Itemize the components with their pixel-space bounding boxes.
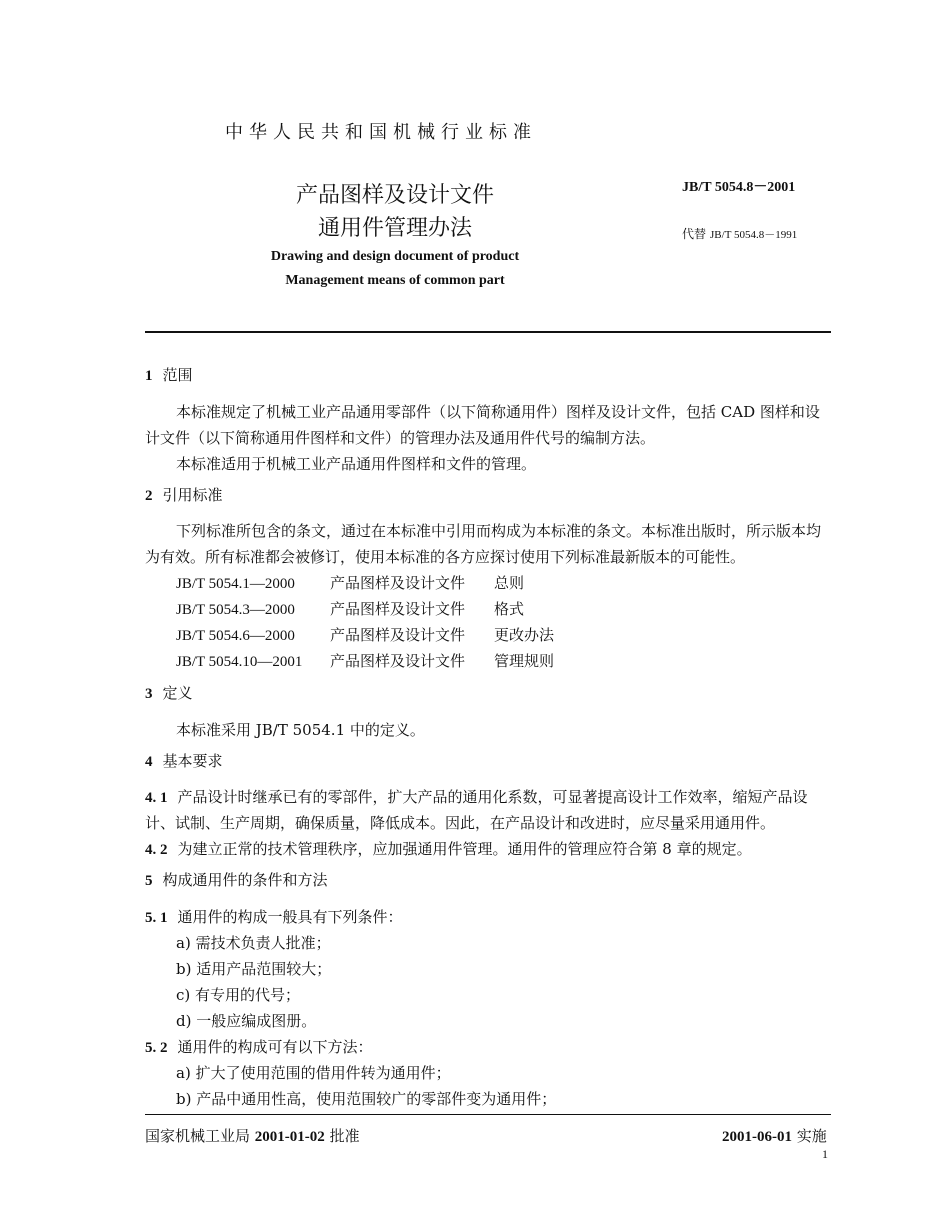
clause-5-1: 5. 1 通用件的构成一般具有下列条件： xyxy=(145,908,403,926)
document-title-en-line1: Drawing and design document of product xyxy=(270,249,520,264)
clause-5-2: 5. 2 通用件的构成可有以下方法： xyxy=(145,1038,373,1056)
paragraph: 计、试制、生产周期，确保质量，降低成本。因此，在产品设计和改进时，应尽量采用通用件。 xyxy=(145,814,776,832)
paragraph: 计文件（以下简称通用件图样和文件）的管理办法及通用件代号的编制方法。 xyxy=(145,429,656,447)
paragraph: 为有效。所有标准都会被修订，使用本标准的各方应探讨使用下列标准最新版本的可能性。 xyxy=(145,548,746,566)
footer-divider xyxy=(145,1114,831,1115)
standard-code: JB/T 5054.8－2001 xyxy=(682,180,796,195)
document-title-cn-line2: 通用件管理办法 xyxy=(317,216,472,241)
reference-row: JB/T 5054.1—2000 产品图样及设计文件 总则 xyxy=(176,574,525,592)
list-item: b) 产品中通用性高，使用范围较广的零部件变为通用件； xyxy=(176,1090,557,1108)
standard-category-title: 中华人民共和国机械行业标准 xyxy=(225,122,537,143)
paragraph: 本标准适用于机械工业产品通用件图样和文件的管理。 xyxy=(176,455,537,473)
approval-info: 国家机械工业局 2001-01-02 批准 xyxy=(145,1127,360,1145)
section-heading-5: 5 构成通用件的条件和方法 xyxy=(145,871,328,889)
effective-info: 2001-06-01 实施 xyxy=(722,1127,827,1145)
header-divider xyxy=(145,331,831,333)
reference-row: JB/T 5054.6—2000 产品图样及设计文件 更改办法 xyxy=(176,626,555,644)
section-heading-4: 4 基本要求 xyxy=(145,752,223,770)
paragraph: 下列标准所包含的条文，通过在本标准中引用而构成为本标准的条文。本标准出版时，所示版本均 xyxy=(176,522,822,540)
list-item: a) 需技术负责人批准； xyxy=(176,934,331,952)
document-title-en-line2: Management means of common part xyxy=(285,273,505,288)
reference-row: JB/T 5054.10—2001 产品图样及设计文件 管理规则 xyxy=(176,652,555,670)
paragraph: 本标准规定了机械工业产品通用零部件（以下简称通用件）图样及设计文件，包括 CAD 图样和设 xyxy=(176,403,820,421)
replaces-label: 代替 xyxy=(682,227,707,241)
page-number: 1 xyxy=(822,1147,828,1161)
document-title-cn-line1: 产品图样及设计文件 xyxy=(295,183,494,208)
list-item: c) 有专用的代号； xyxy=(176,986,301,1004)
list-item: b) 适用产品范围较大； xyxy=(176,960,332,978)
clause-4-2: 4. 2 为建立正常的技术管理秩序，应加强通用件管理。通用件的管理应符合第 8 章的规定。 xyxy=(145,840,752,858)
list-item: d) 一般应编成图册。 xyxy=(176,1012,317,1030)
replaces-note xyxy=(682,225,797,242)
clause-4-1: 4. 1 产品设计时继承已有的零部件，扩大产品的通用化系数，可显著提高设计工作效率，缩短产品设 xyxy=(145,788,808,806)
reference-row: JB/T 5054.3—2000 产品图样及设计文件 格式 xyxy=(176,600,525,618)
paragraph: 本标准采用 JB/T 5054.1 中的定义。 xyxy=(176,721,425,739)
replaces-code: JB/T 5054.8－1991 xyxy=(710,229,798,241)
section-heading-3: 3 定义 xyxy=(145,684,193,702)
section-heading-2: 2 引用标准 xyxy=(145,486,223,504)
list-item: a) 扩大了使用范围的借用件转为通用件； xyxy=(176,1064,451,1082)
section-heading-1: 1 范围 xyxy=(145,366,193,384)
